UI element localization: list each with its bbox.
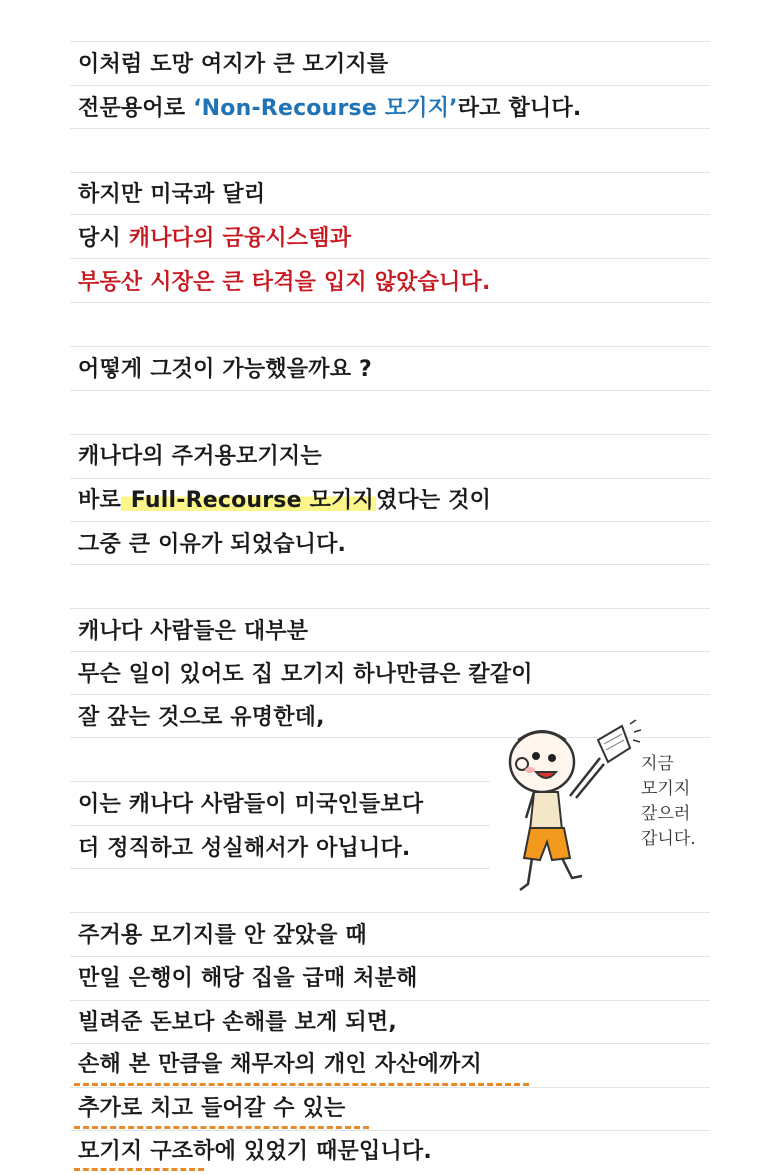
line-rule [70, 258, 710, 259]
line-rule [70, 781, 490, 782]
line-rule [70, 608, 710, 609]
text-line: 무슨 일이 있어도 집 모기지 하나만큼은 칼같이 [78, 662, 533, 687]
dashed-underline [74, 1126, 369, 1129]
line-rule [70, 825, 490, 826]
line-rule [70, 1000, 710, 1001]
text-line: 캐나다의 주거용모기지는 [78, 444, 322, 469]
line-rule [70, 651, 710, 652]
cartoon-character-illustration [500, 718, 645, 898]
line-rule [70, 1130, 710, 1131]
line-rule [70, 346, 710, 347]
text-line: 잘 갚는 것으로 유명한데, [78, 705, 325, 730]
text-line: 주거용 모기지를 안 갚았을 때 [78, 923, 367, 948]
line-rule [70, 868, 490, 869]
text-segment: 였다는 것이 [375, 488, 492, 513]
line-rule [70, 128, 710, 129]
text-line: 그중 큰 이유가 되었습니다. [78, 532, 347, 557]
text-segment: 라고 합니다. [457, 96, 582, 121]
text-line: 만일 은행이 해당 집을 급매 처분해 [78, 966, 418, 991]
emphasis-red: 캐나다의 금융시스템과 [128, 226, 352, 251]
line-rule [70, 1043, 710, 1044]
callout-line: 지금 [641, 754, 674, 774]
text-line: 이처럼 도망 여지가 큰 모기지를 [78, 52, 389, 77]
line-rule [70, 85, 710, 86]
line-rule [70, 390, 710, 391]
speech-callout [641, 752, 721, 852]
text-line [78, 94, 581, 124]
text-segment: 당시 [78, 226, 129, 251]
line-rule [70, 41, 710, 42]
text-segment: 전문용어로 [78, 96, 194, 121]
line-rule [70, 302, 710, 303]
text-line: 캐나다 사람들은 대부분 [78, 619, 309, 644]
dashed-underline [74, 1083, 529, 1086]
text-line: 어떻게 그것이 가능했을까요 ? [78, 357, 372, 382]
text-line: 하지만 미국과 달리 [78, 182, 266, 207]
callout-line: 갚으러 [641, 804, 691, 824]
line-rule [70, 956, 710, 957]
line-rule [70, 912, 710, 913]
dashed-underline [74, 1168, 204, 1171]
text-line: 이는 캐나다 사람들이 미국인들보다 [78, 792, 424, 817]
callout-line: 모기지 [641, 779, 691, 799]
line-rule [70, 434, 710, 435]
text-line: 손해 본 만큼을 채무자의 개인 자산에까지 [78, 1052, 482, 1077]
text-line: 추가로 치고 들어갈 수 있는 [78, 1096, 346, 1121]
text-line [78, 224, 351, 254]
emphasis-red-line: 부동산 시장은 큰 타격을 입지 않았습니다. [78, 270, 491, 295]
line-rule [70, 172, 710, 173]
line-rule [70, 214, 710, 215]
line-rule [70, 564, 710, 565]
text-line: 더 정직하고 성실해서가 아닙니다. [78, 836, 411, 861]
line-rule [70, 478, 710, 479]
line-rule [70, 1087, 710, 1088]
highlighted-term: Full-Recourse 모기지 [122, 488, 374, 513]
text-line [78, 486, 491, 516]
callout-line: 갑니다. [641, 829, 696, 849]
text-line: 모기지 구조하에 있었기 때문입니다. [78, 1139, 432, 1164]
term-non-recourse: ‘Non-Recourse 모기지’ [193, 96, 458, 121]
line-rule [70, 694, 710, 695]
line-rule [70, 521, 710, 522]
text-line: 빌려준 돈보다 손해를 보게 되면, [78, 1010, 397, 1035]
text-segment: 바로 [78, 488, 121, 513]
